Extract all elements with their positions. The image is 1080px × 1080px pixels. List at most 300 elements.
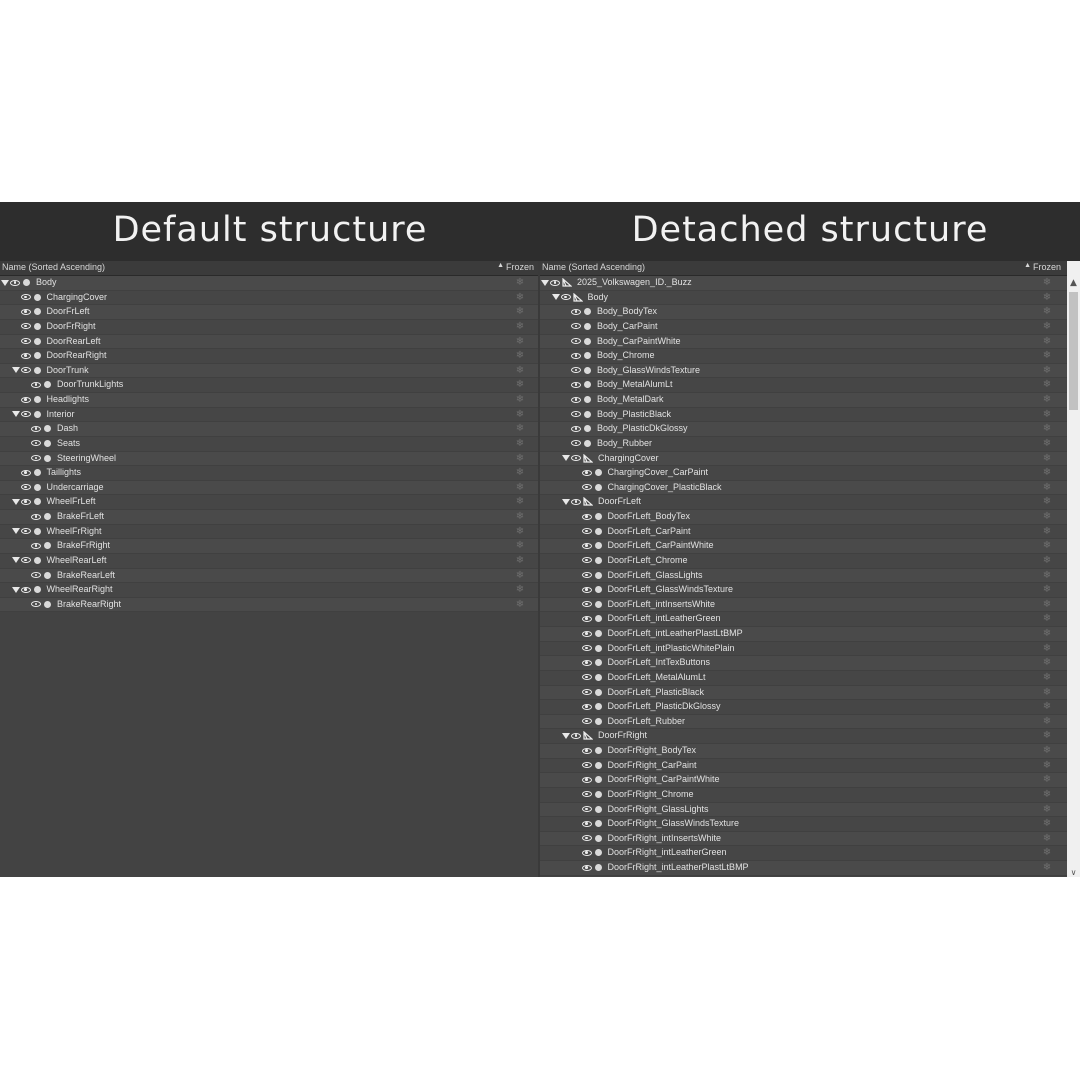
frozen-toggle-icon[interactable]: ❄	[1042, 818, 1052, 830]
object-dot-icon	[34, 469, 41, 476]
eye-icon[interactable]	[571, 499, 581, 505]
eye-icon[interactable]	[21, 499, 31, 505]
eye-icon[interactable]	[582, 470, 592, 476]
frozen-toggle-icon[interactable]: ❄	[515, 496, 525, 508]
frozen-toggle-icon[interactable]: ❄	[1042, 320, 1052, 332]
tree-row[interactable]	[540, 583, 1067, 598]
eye-icon[interactable]	[582, 718, 592, 724]
frozen-toggle-icon[interactable]: ❄	[1042, 584, 1052, 596]
scene-explorer-default	[0, 261, 540, 877]
eye-icon[interactable]	[550, 280, 560, 286]
eye-icon[interactable]	[571, 397, 581, 403]
object-dot-icon	[595, 645, 602, 652]
eye-icon[interactable]	[582, 514, 592, 520]
tree-row[interactable]	[0, 276, 540, 291]
frozen-toggle-icon[interactable]: ❄	[1042, 467, 1052, 479]
tree-row[interactable]	[0, 437, 540, 452]
tree-row-cells	[562, 408, 671, 421]
tree-item-label: Body_PlasticDkGlossy	[597, 423, 688, 434]
eye-icon[interactable]	[21, 587, 31, 593]
frozen-toggle-icon[interactable]: ❄	[1042, 335, 1052, 347]
eye-icon[interactable]	[582, 777, 592, 783]
frozen-toggle-icon[interactable]: ❄	[1042, 832, 1052, 844]
object-dot-icon	[595, 776, 602, 783]
scroll-thumb[interactable]	[1069, 292, 1078, 410]
object-dot-icon	[595, 601, 602, 608]
expand-triangle-icon[interactable]	[541, 280, 549, 286]
tree-row-cells	[22, 422, 78, 435]
tree-item-label: DoorFrLeft_Chrome	[607, 554, 688, 565]
tree-item-label: Body_MetalDark	[597, 394, 664, 404]
frozen-toggle-icon[interactable]: ❄	[1042, 657, 1052, 669]
eye-icon[interactable]	[571, 367, 581, 373]
eye-icon[interactable]	[21, 367, 31, 373]
scroll-down-icon[interactable]: ∨	[1070, 868, 1077, 877]
eye-icon[interactable]	[31, 382, 41, 388]
column-header[interactable]	[540, 261, 1067, 276]
eye-icon[interactable]	[571, 309, 581, 315]
tree-row[interactable]	[540, 349, 1067, 364]
tree-row-cells	[12, 466, 82, 479]
expand-triangle-icon[interactable]	[12, 499, 20, 505]
tree-row-cells	[573, 817, 740, 830]
tree-row-cells	[573, 627, 743, 640]
frozen-toggle-icon[interactable]: ❄	[515, 437, 525, 449]
frozen-toggle-icon[interactable]: ❄	[1042, 598, 1052, 610]
tree-row-cells	[1, 276, 57, 289]
tree-row[interactable]	[0, 598, 540, 613]
frozen-column-header[interactable]: Frozen	[505, 262, 534, 272]
tree-row[interactable]	[540, 744, 1067, 759]
eye-icon[interactable]	[582, 821, 592, 827]
object-dot-icon	[595, 806, 602, 813]
tree-item-label: Body_BodyTex	[597, 306, 658, 317]
tree-row[interactable]	[0, 378, 540, 393]
frozen-toggle-icon[interactable]: ❄	[515, 350, 525, 362]
frozen-toggle-icon[interactable]: ❄	[515, 291, 525, 303]
frozen-toggle-icon[interactable]: ❄	[1042, 686, 1052, 698]
frozen-toggle-icon[interactable]: ❄	[1042, 745, 1052, 756]
eye-icon[interactable]	[10, 280, 20, 286]
eye-icon[interactable]	[571, 426, 581, 432]
frozen-toggle-icon[interactable]: ❄	[1042, 379, 1052, 391]
tree-row[interactable]	[0, 583, 540, 598]
eye-icon[interactable]	[571, 733, 581, 739]
eye-icon[interactable]	[582, 587, 592, 593]
object-dot-icon	[595, 747, 602, 754]
tree-row[interactable]	[540, 832, 1067, 847]
eye-icon[interactable]	[582, 689, 592, 695]
tree-item-label: Body	[587, 291, 609, 302]
title-default-structure: Default structure	[112, 210, 428, 250]
tree-row[interactable]	[540, 481, 1067, 496]
name-column-header[interactable]: Name (Sorted Ascending)	[2, 262, 106, 272]
tree-row-cells	[573, 686, 705, 699]
tree-row[interactable]	[540, 817, 1067, 832]
frozen-column-header[interactable]: Frozen	[1032, 262, 1061, 272]
tree-row-cells	[573, 715, 686, 728]
eye-icon[interactable]	[582, 674, 592, 680]
eye-icon[interactable]	[571, 440, 581, 446]
object-dot-icon	[34, 528, 41, 535]
eye-icon[interactable]	[582, 543, 592, 549]
eye-icon[interactable]	[21, 397, 31, 403]
frozen-toggle-icon[interactable]: ❄	[1042, 554, 1052, 566]
frozen-toggle-icon[interactable]: ❄	[515, 452, 525, 464]
tree-row[interactable]	[0, 349, 540, 364]
eye-icon[interactable]	[582, 748, 592, 754]
tree-row[interactable]	[540, 408, 1067, 423]
tree-row-cells	[12, 335, 101, 348]
frozen-toggle-icon[interactable]: ❄	[1042, 423, 1052, 435]
frozen-toggle-icon[interactable]: ❄	[515, 277, 525, 288]
frozen-toggle-icon[interactable]: ❄	[1042, 291, 1052, 303]
eye-icon[interactable]	[571, 338, 581, 344]
frozen-toggle-icon[interactable]: ❄	[1042, 671, 1052, 683]
expand-triangle-icon[interactable]	[12, 557, 20, 563]
eye-icon[interactable]	[31, 440, 41, 446]
tree-row[interactable]	[0, 481, 540, 496]
object-dot-icon	[595, 703, 602, 710]
tree-row[interactable]	[540, 642, 1067, 657]
tree-row-cells	[573, 759, 697, 772]
object-dot-icon	[595, 762, 602, 769]
tree-row[interactable]	[540, 554, 1067, 569]
eye-icon[interactable]	[582, 645, 592, 651]
tree-row-cells	[573, 744, 697, 757]
eye-icon[interactable]	[582, 806, 592, 812]
tree-row[interactable]	[0, 452, 540, 467]
tree-row[interactable]	[540, 525, 1067, 540]
frozen-toggle-icon[interactable]: ❄	[515, 423, 525, 435]
eye-icon[interactable]	[21, 309, 31, 315]
frozen-toggle-icon[interactable]: ❄	[515, 598, 525, 610]
eye-icon[interactable]	[582, 835, 592, 841]
frozen-toggle-icon[interactable]: ❄	[1042, 540, 1052, 552]
object-dot-icon	[34, 323, 41, 330]
tree-row[interactable]	[540, 393, 1067, 408]
geometry-icon	[583, 454, 593, 463]
scroll-up-icon[interactable]: ▲	[1070, 278, 1077, 288]
tree-item-label: DoorFrLeft_intLeatherPlastLtBMP	[607, 628, 743, 638]
tree-row[interactable]	[0, 364, 540, 379]
frozen-toggle-icon[interactable]: ❄	[1042, 452, 1052, 464]
eye-icon[interactable]	[21, 528, 31, 534]
tree-row-cells	[562, 393, 664, 406]
tree-row[interactable]	[540, 598, 1067, 613]
tree-row[interactable]	[540, 276, 1067, 291]
frozen-toggle-icon[interactable]: ❄	[1042, 511, 1052, 522]
tree-row[interactable]	[0, 335, 540, 350]
name-column-header[interactable]: Name (Sorted Ascending)	[542, 262, 646, 272]
object-dot-icon	[584, 425, 591, 432]
tree-row[interactable]	[540, 803, 1067, 818]
tree-row-cells	[573, 466, 709, 479]
object-dot-icon	[34, 396, 41, 403]
tree-row[interactable]	[540, 861, 1067, 876]
tree-item-label: Interior	[46, 408, 75, 419]
geometry-icon	[583, 731, 593, 740]
tree-item-label: ChargingCover_PlasticBlack	[607, 481, 722, 492]
eye-icon[interactable]	[571, 382, 581, 388]
eye-icon[interactable]	[21, 411, 31, 417]
tree-list-default	[0, 276, 540, 612]
tree-row[interactable]	[540, 305, 1067, 320]
tree-row[interactable]	[540, 656, 1067, 671]
object-dot-icon	[34, 411, 41, 418]
tree-row-cells	[573, 510, 691, 523]
tree-row[interactable]	[0, 422, 540, 437]
frozen-toggle-icon[interactable]: ❄	[515, 525, 525, 537]
tree-row-cells	[573, 656, 711, 669]
scene-explorer-detached	[540, 261, 1067, 877]
frozen-toggle-icon[interactable]: ❄	[1042, 774, 1052, 786]
object-dot-icon	[44, 381, 51, 388]
frozen-toggle-icon[interactable]: ❄	[515, 379, 525, 391]
tree-item-label: DoorFrLeft_GlassWindsTexture	[607, 584, 734, 595]
tree-item-label: Body_Chrome	[597, 350, 655, 361]
expand-triangle-icon[interactable]	[12, 587, 20, 593]
tree-row-cells	[573, 788, 694, 801]
tree-item-label: BrakeRearLeft	[57, 569, 116, 580]
expand-triangle-icon[interactable]	[552, 294, 560, 300]
expand-triangle-icon[interactable]	[12, 367, 20, 373]
frozen-toggle-icon[interactable]: ❄	[515, 554, 525, 566]
tree-item-label: DoorFrLeft_MetalAlumLt	[607, 671, 706, 682]
frozen-toggle-icon[interactable]: ❄	[515, 335, 525, 347]
frozen-toggle-icon[interactable]: ❄	[1042, 481, 1052, 493]
object-dot-icon	[595, 864, 602, 871]
vertical-scrollbar[interactable]	[1067, 276, 1080, 877]
eye-icon[interactable]	[21, 470, 31, 476]
frozen-toggle-icon[interactable]: ❄	[1042, 569, 1052, 581]
expand-triangle-icon[interactable]	[1, 280, 9, 286]
tree-item-label: Taillights	[46, 467, 82, 478]
tree-row-cells	[562, 364, 700, 377]
frozen-toggle-icon[interactable]: ❄	[1042, 862, 1052, 873]
eye-icon[interactable]	[21, 484, 31, 490]
frozen-toggle-icon[interactable]: ❄	[1042, 759, 1052, 771]
frozen-toggle-icon[interactable]: ❄	[515, 540, 525, 552]
frozen-toggle-icon[interactable]: ❄	[1042, 408, 1052, 420]
tree-item-label: DoorFrLeft	[46, 306, 90, 317]
tree-row[interactable]	[540, 539, 1067, 554]
frozen-toggle-icon[interactable]: ❄	[1042, 701, 1052, 713]
eye-icon[interactable]	[21, 557, 31, 563]
tree-row[interactable]	[0, 539, 540, 554]
column-header[interactable]	[0, 261, 540, 276]
tree-row[interactable]	[540, 759, 1067, 774]
frozen-toggle-icon[interactable]: ❄	[1042, 437, 1052, 449]
frozen-toggle-icon[interactable]: ❄	[515, 584, 525, 596]
frozen-toggle-icon[interactable]: ❄	[1042, 642, 1052, 654]
tree-item-label: Body_Rubber	[597, 437, 653, 448]
eye-icon[interactable]	[582, 660, 592, 666]
tree-row-cells	[22, 452, 116, 465]
eye-icon[interactable]	[571, 455, 581, 461]
tree-item-label: WheelFrRight	[46, 525, 102, 536]
eye-icon[interactable]	[582, 484, 592, 490]
tree-row[interactable]	[540, 510, 1067, 525]
object-dot-icon	[44, 513, 51, 520]
tree-row-cells	[12, 291, 108, 304]
title-bar	[0, 202, 1080, 261]
expand-triangle-icon[interactable]	[562, 455, 570, 461]
tree-row-cells	[573, 773, 720, 786]
eye-icon[interactable]	[21, 294, 31, 300]
frozen-toggle-icon[interactable]: ❄	[1042, 364, 1052, 376]
tree-row[interactable]	[540, 671, 1067, 686]
object-dot-icon	[584, 338, 591, 345]
expand-triangle-icon[interactable]	[12, 411, 20, 417]
tree-row[interactable]	[540, 335, 1067, 350]
eye-icon[interactable]	[31, 543, 41, 549]
tree-row[interactable]	[0, 408, 540, 423]
tree-item-label: DoorRearLeft	[46, 335, 101, 346]
tree-row[interactable]	[540, 846, 1067, 861]
tree-row[interactable]	[0, 305, 540, 320]
tree-item-label: DoorFrLeft_CarPaintWhite	[607, 540, 714, 551]
frozen-toggle-icon[interactable]: ❄	[1042, 350, 1052, 362]
object-dot-icon	[34, 338, 41, 345]
eye-icon[interactable]	[582, 631, 592, 637]
frozen-toggle-icon[interactable]: ❄	[515, 408, 525, 420]
tree-item-label: DoorFrRight_GlassLights	[607, 803, 709, 814]
tree-row-cells	[22, 539, 110, 552]
frozen-toggle-icon[interactable]: ❄	[515, 511, 525, 522]
frozen-toggle-icon[interactable]: ❄	[515, 569, 525, 581]
tree-item-label: BrakeFrRight	[57, 540, 111, 551]
tree-item-label: DoorFrLeft_intLeatherGreen	[607, 613, 721, 624]
frozen-toggle-icon[interactable]: ❄	[515, 306, 525, 318]
frozen-toggle-icon[interactable]: ❄	[1042, 847, 1052, 859]
eye-icon[interactable]	[561, 294, 571, 300]
tree-row[interactable]	[0, 554, 540, 569]
frozen-toggle-icon[interactable]: ❄	[1042, 394, 1052, 405]
tree-row-cells	[573, 832, 722, 845]
object-dot-icon	[34, 367, 41, 374]
tree-row[interactable]	[540, 422, 1067, 437]
eye-icon[interactable]	[31, 601, 41, 607]
eye-icon[interactable]	[21, 338, 31, 344]
tree-row[interactable]	[540, 320, 1067, 335]
tree-row[interactable]	[0, 569, 540, 584]
tree-row[interactable]	[0, 525, 540, 540]
object-dot-icon	[595, 718, 602, 725]
object-dot-icon	[44, 455, 51, 462]
eye-icon[interactable]	[582, 557, 592, 563]
frozen-toggle-icon[interactable]: ❄	[1042, 628, 1052, 639]
eye-icon[interactable]	[31, 572, 41, 578]
tree-row[interactable]	[540, 569, 1067, 584]
tree-row[interactable]	[0, 320, 540, 335]
tree-row[interactable]	[540, 466, 1067, 481]
tree-row[interactable]	[540, 788, 1067, 803]
tree-row-cells	[562, 349, 655, 362]
expand-triangle-icon[interactable]	[12, 528, 20, 534]
tree-row[interactable]	[540, 686, 1067, 701]
tree-item-label: DoorFrLeft_Rubber	[607, 715, 686, 726]
tree-item-label: Body	[36, 277, 57, 287]
eye-icon[interactable]	[21, 323, 31, 329]
tree-row[interactable]	[540, 627, 1067, 642]
tree-row-cells	[22, 510, 104, 523]
expand-triangle-icon[interactable]	[562, 499, 570, 505]
tree-row[interactable]	[540, 452, 1067, 467]
frozen-toggle-icon[interactable]: ❄	[515, 481, 525, 493]
eye-icon[interactable]	[582, 601, 592, 607]
tree-row[interactable]	[540, 291, 1067, 306]
tree-item-label: Body_CarPaintWhite	[597, 335, 681, 346]
tree-row[interactable]	[0, 466, 540, 481]
frozen-toggle-icon[interactable]: ❄	[1042, 788, 1052, 800]
frozen-toggle-icon[interactable]: ❄	[1042, 730, 1052, 742]
object-dot-icon	[584, 381, 591, 388]
eye-icon[interactable]	[21, 353, 31, 359]
expand-triangle-icon[interactable]	[562, 733, 570, 739]
frozen-toggle-icon[interactable]: ❄	[1042, 613, 1052, 625]
tree-item-label: DoorFrLeft_CarPaint	[607, 525, 691, 536]
eye-icon[interactable]	[582, 791, 592, 797]
object-dot-icon	[44, 601, 51, 608]
tree-row[interactable]	[0, 495, 540, 510]
frozen-toggle-icon[interactable]: ❄	[1042, 277, 1052, 288]
frozen-toggle-icon[interactable]: ❄	[515, 394, 525, 405]
eye-icon[interactable]	[582, 572, 592, 578]
eye-icon[interactable]	[571, 353, 581, 359]
tree-item-label: DoorFrLeft_PlasticBlack	[607, 686, 705, 697]
tree-row[interactable]	[0, 393, 540, 408]
tree-row[interactable]	[540, 378, 1067, 393]
tree-row[interactable]	[540, 364, 1067, 379]
eye-icon[interactable]	[582, 762, 592, 768]
tree-row[interactable]	[0, 510, 540, 525]
tree-row[interactable]	[540, 729, 1067, 744]
tree-row[interactable]	[540, 715, 1067, 730]
tree-row[interactable]	[540, 437, 1067, 452]
eye-icon[interactable]	[582, 850, 592, 856]
frozen-toggle-icon[interactable]: ❄	[1042, 306, 1052, 318]
eye-icon[interactable]	[571, 323, 581, 329]
tree-row-cells	[562, 378, 673, 391]
tree-row[interactable]	[540, 700, 1067, 715]
eye-icon[interactable]	[571, 411, 581, 417]
tree-row[interactable]	[540, 773, 1067, 788]
frozen-toggle-icon[interactable]: ❄	[515, 364, 525, 376]
frozen-toggle-icon[interactable]: ❄	[1042, 803, 1052, 815]
tree-item-label: Seats	[57, 437, 81, 448]
frozen-toggle-icon[interactable]: ❄	[1042, 525, 1052, 537]
frozen-toggle-icon[interactable]: ❄	[515, 320, 525, 332]
tree-item-label: Undercarriage	[46, 481, 104, 492]
tree-row-cells	[562, 452, 659, 465]
tree-row[interactable]	[540, 612, 1067, 627]
frozen-toggle-icon[interactable]: ❄	[1042, 496, 1052, 508]
eye-icon[interactable]	[31, 455, 41, 461]
eye-icon[interactable]	[582, 616, 592, 622]
frozen-toggle-icon[interactable]: ❄	[1042, 715, 1052, 727]
eye-icon[interactable]	[31, 514, 41, 520]
frozen-toggle-icon[interactable]: ❄	[515, 467, 525, 479]
eye-icon[interactable]	[31, 426, 41, 432]
eye-icon[interactable]	[582, 704, 592, 710]
eye-icon[interactable]	[582, 865, 592, 871]
tree-row[interactable]	[540, 495, 1067, 510]
tree-row[interactable]	[0, 291, 540, 306]
tree-row-cells	[573, 554, 688, 567]
eye-icon[interactable]	[582, 528, 592, 534]
tree-item-label: DoorFrRight_BodyTex	[607, 745, 697, 755]
